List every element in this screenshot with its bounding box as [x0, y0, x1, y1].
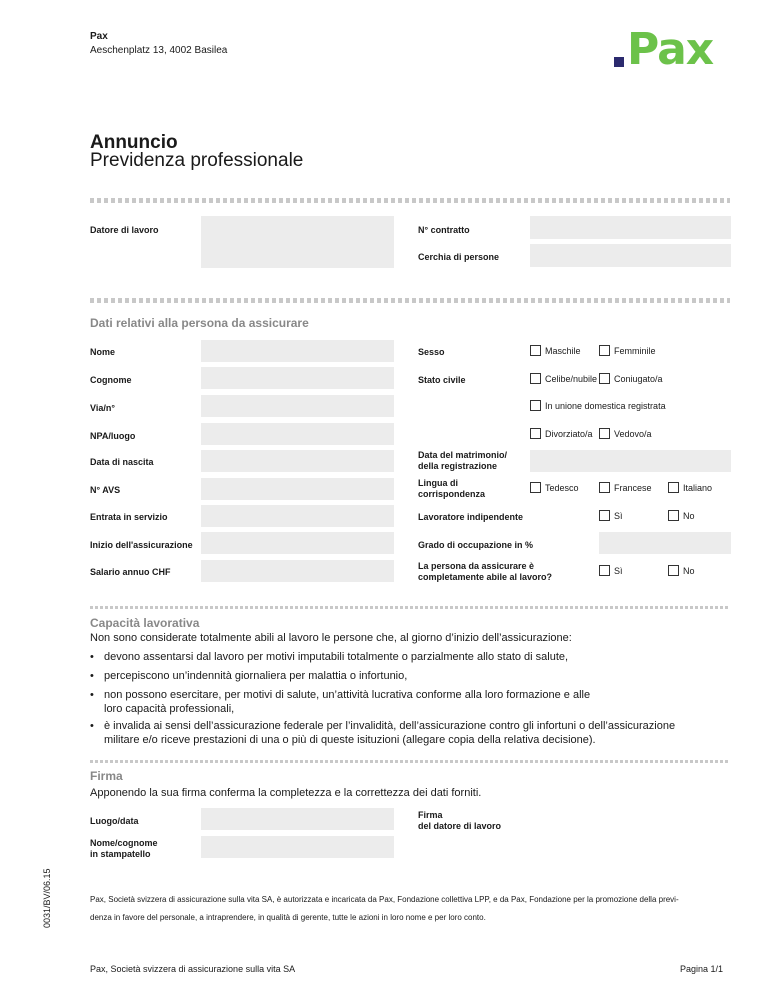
group-field[interactable] [530, 244, 731, 267]
separator [90, 760, 730, 763]
birthdate-field[interactable] [201, 450, 394, 472]
salary-label: Salario annuo CHF [90, 567, 171, 577]
zip-city-field[interactable] [201, 423, 394, 445]
place-date-label: Luogo/data [90, 816, 139, 826]
marriage-date-label: Data del matrimonio/ della registrazione [418, 450, 508, 471]
zip-city-label: NPA/luogo [90, 431, 136, 441]
logo-square-icon [614, 57, 624, 67]
language-label: Lingua di corrispondenza [418, 478, 486, 499]
civil-single-label: Celibe/nubile [545, 374, 598, 384]
civil-married-checkbox[interactable] [599, 373, 610, 384]
occupation-label: Grado di occupazione in % [418, 540, 534, 550]
civil-partnership-checkbox[interactable] [530, 400, 541, 411]
sex-male-label: Maschile [545, 346, 581, 356]
page-title: Annuncio [90, 132, 178, 153]
lang-german-checkbox[interactable] [530, 482, 541, 493]
place-date-field[interactable] [201, 808, 394, 830]
independent-no-label: No [683, 511, 695, 521]
able-label: La persona da assicurare è completamente abile al lavoro? [418, 561, 553, 582]
independent-no-checkbox[interactable] [668, 510, 679, 521]
printed-name-label: Nome/cognome in stampatello [90, 838, 158, 859]
sex-female-label: Femminile [614, 346, 656, 356]
capacity-bullet-2: percepiscono un’indennità giornaliera per malattia o infortunio, [104, 670, 408, 682]
insurance-start-label: Inizio dell'assicurazione [90, 540, 193, 550]
sender-address: Aeschenplatz 13, 4002 Basilea [90, 45, 228, 56]
page-subtitle: Previdenza professionale [90, 150, 304, 171]
capacity-intro: Non sono considerate totalmente abili al lavoro le persone che, al giorno d’inizio dell’assicurazione: [90, 632, 572, 644]
independent-label: Lavoratore indipendente [418, 512, 524, 522]
separator [90, 198, 730, 203]
bullet-marker: • [90, 651, 94, 663]
footer-company: Pax, Società svizzera di assicurazione sulla vita SA [90, 964, 296, 974]
lang-italian-label: Italiano [683, 483, 713, 493]
able-no-checkbox[interactable] [668, 565, 679, 576]
capacity-bullet-3: non possono esercitare, per motivi di salute, un’attività lucrativa conforme alla loro formazione e alle loro capacità professionali, [104, 689, 591, 715]
sex-female-checkbox[interactable] [599, 345, 610, 356]
employer-signature-label: Firma del datore di lavoro [418, 810, 502, 831]
pax-logo [614, 24, 734, 75]
name-field[interactable] [201, 340, 394, 362]
name-label: Nome [90, 347, 116, 357]
form-code: 0031/BV/06.15 [42, 868, 52, 928]
lang-french-checkbox[interactable] [599, 482, 610, 493]
independent-yes-checkbox[interactable] [599, 510, 610, 521]
lang-french-label: Francese [614, 483, 652, 493]
bullet-marker: • [90, 689, 94, 701]
independent-yes-label: Sì [614, 511, 623, 521]
capacity-section-title: Capacità lavorativa [90, 616, 200, 630]
civil-married-label: Coniugato/a [614, 374, 663, 384]
able-no-label: No [683, 566, 695, 576]
logo-text: Pax [627, 24, 714, 75]
sex-male-checkbox[interactable] [530, 345, 541, 356]
signature-intro: Apponendo la sua firma conferma la completezza e la correttezza dei dati forniti. [90, 787, 482, 799]
civil-label: Stato civile [418, 375, 466, 385]
bullet-marker: • [90, 720, 94, 732]
surname-label: Cognome [90, 375, 132, 385]
page-number: Pagina 1/1 [680, 964, 724, 974]
footnote: Pax, Società svizzera di assicurazione sulla vita SA, è autorizzata e incaricata da Pax, Fondazione collettiva LPP, e da Pax, Fondazione per la promozione della previ- denza in favore del personale, a intraprendere, in qualità di gerente, tutte le azioni in loro nome e per loro conto. [90, 895, 679, 922]
printed-name-field[interactable] [201, 836, 394, 858]
signature-section-title: Firma [90, 769, 123, 783]
person-section-title: Dati relativi alla persona da assicurare [90, 316, 309, 330]
sender-name: Pax [90, 31, 108, 42]
street-field[interactable] [201, 395, 394, 417]
salary-field[interactable] [201, 560, 394, 582]
separator [90, 606, 730, 609]
separator [90, 298, 730, 303]
avs-field[interactable] [201, 478, 394, 500]
contract-label: N° contratto [418, 225, 470, 235]
street-label: Via/n° [90, 403, 115, 413]
birthdate-label: Data di nascita [90, 457, 154, 467]
entry-field[interactable] [201, 505, 394, 527]
civil-partnership-label: In unione domestica registrata [545, 401, 666, 411]
group-label: Cerchia di persone [418, 252, 500, 262]
contract-field[interactable] [530, 216, 731, 239]
lang-italian-checkbox[interactable] [668, 482, 679, 493]
marriage-date-field[interactable] [530, 450, 731, 472]
civil-divorced-label: Divorziato/a [545, 429, 593, 439]
civil-widowed-checkbox[interactable] [599, 428, 610, 439]
bullet-marker: • [90, 670, 94, 682]
insurance-start-field[interactable] [201, 532, 394, 554]
civil-single-checkbox[interactable] [530, 373, 541, 384]
occupation-field[interactable] [599, 532, 731, 554]
able-yes-checkbox[interactable] [599, 565, 610, 576]
capacity-bullet-1: devono assentarsi dal lavoro per motivi imputabili totalmente o parzialmente allo stato di salute, [104, 651, 569, 663]
lang-german-label: Tedesco [545, 483, 579, 493]
employer-label: Datore di lavoro [90, 225, 159, 235]
avs-label: N° AVS [90, 485, 121, 495]
entry-label: Entrata in servizio [90, 512, 168, 522]
civil-widowed-label: Vedovo/a [614, 429, 652, 439]
sex-label: Sesso [418, 347, 445, 357]
employer-field[interactable] [201, 216, 394, 268]
civil-divorced-checkbox[interactable] [530, 428, 541, 439]
able-yes-label: Sì [614, 566, 623, 576]
capacity-bullet-4: è invalida ai sensi dell’assicurazione federale per l’invalidità, dell’assicurazione contro gli infortuni o dell’assicurazione militare e/o riceve prestazioni di una o più di queste isituzioni (allegare copia della relativa decisione). [104, 720, 676, 746]
surname-field[interactable] [201, 367, 394, 389]
